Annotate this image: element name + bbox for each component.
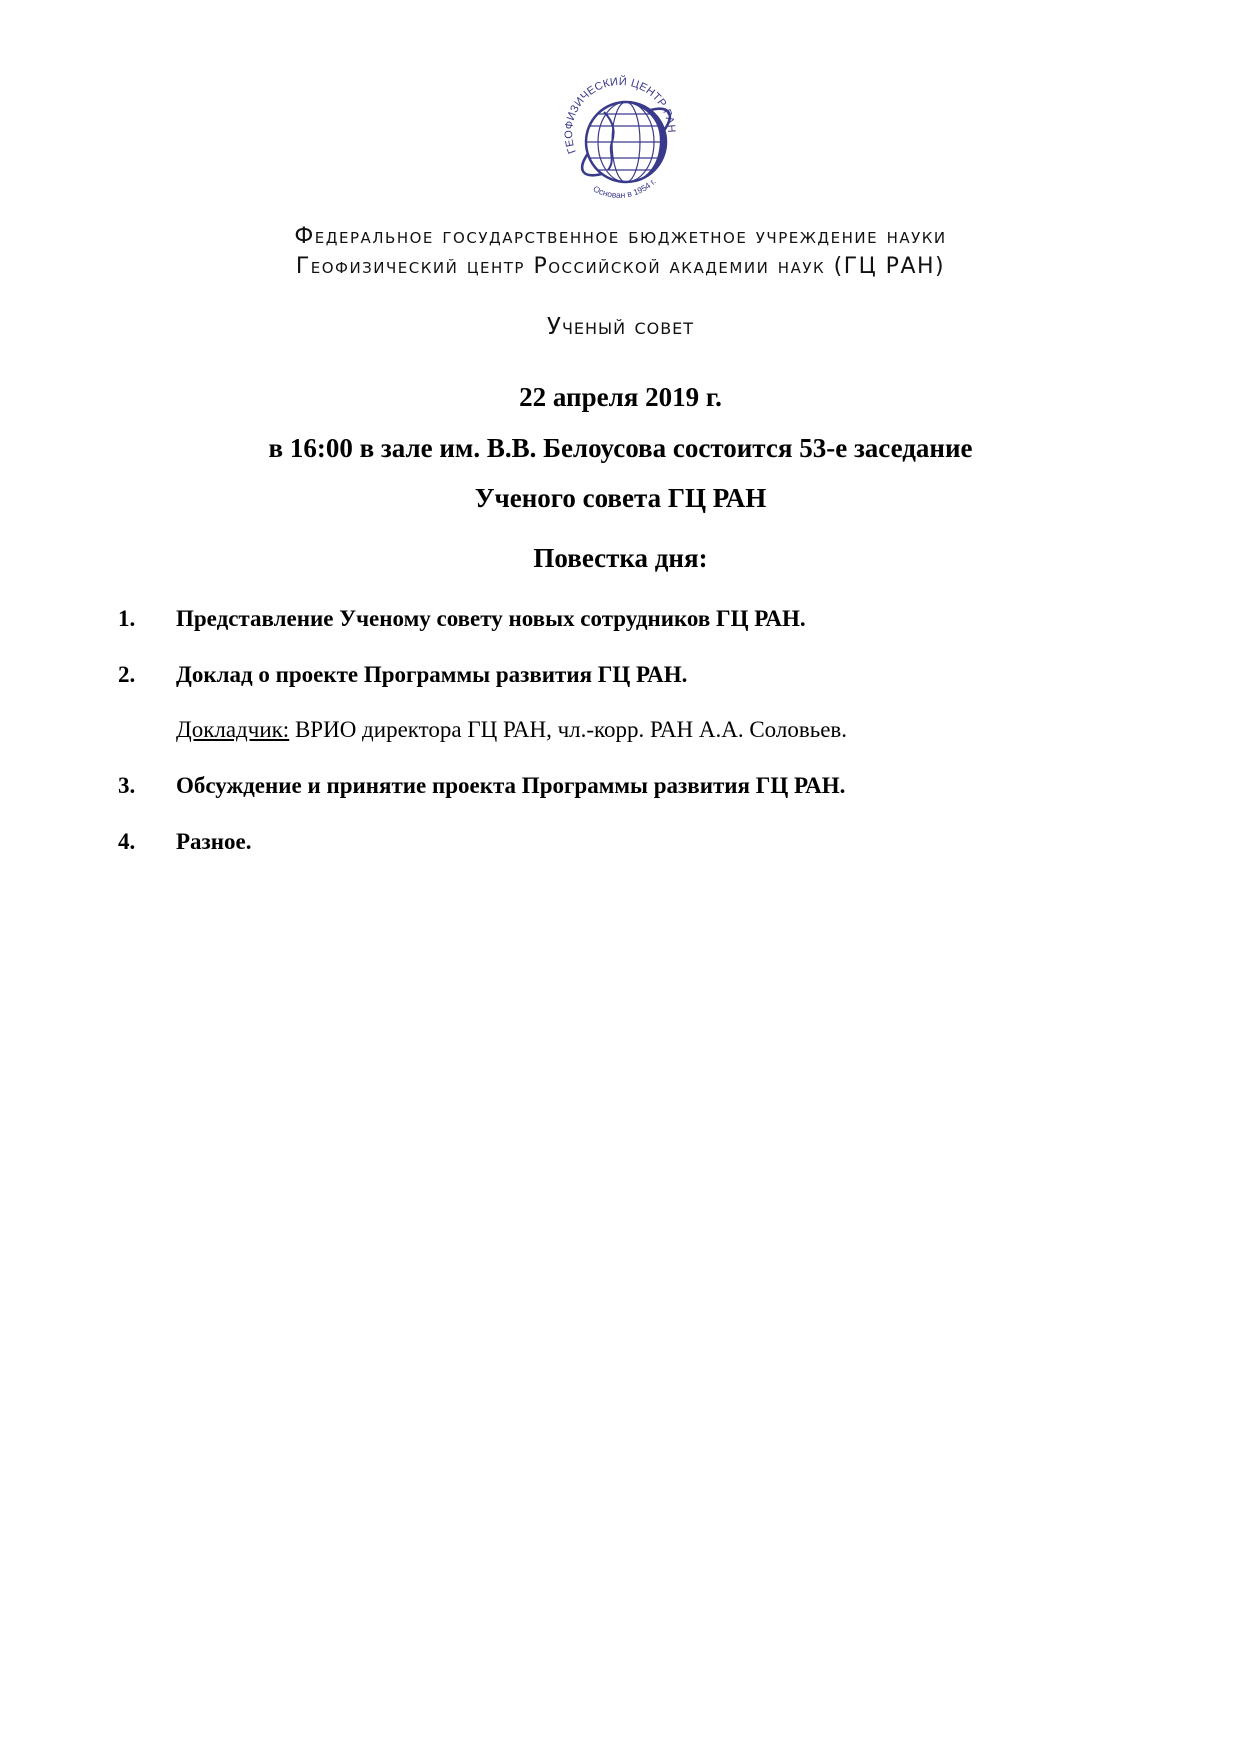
agenda-item-number: 3. <box>118 773 136 798</box>
speaker-line <box>176 717 847 743</box>
council-heading: Ученый совет <box>546 314 695 340</box>
agenda-item-number: 1. <box>118 606 136 631</box>
globe-logo-icon <box>546 60 696 210</box>
org-name-line-1: Федеральное государственное бюджетное учреждение науки <box>294 224 947 249</box>
agenda-item-text: Разное. <box>176 829 252 854</box>
agenda-item <box>118 773 845 799</box>
agenda-item-text: Обсуждение и принятие проекта Программы развития ГЦ РАН. <box>176 773 846 798</box>
speaker-text: ВРИО директора ГЦ РАН, чл.-корр. РАН А.А. Соловьев. <box>289 717 848 742</box>
speaker-label: Докладчик: <box>176 717 290 742</box>
meeting-council-name: Ученого совета ГЦ РАН <box>474 483 767 513</box>
org-name-line-2: Геофизический центр Российской академии наук (ГЦ РАН) <box>295 254 946 279</box>
agenda-item-text: Представление Ученому совету новых сотрудников ГЦ РАН. <box>176 606 806 631</box>
agenda-item <box>118 662 687 688</box>
agenda-title: Повестка дня: <box>533 543 708 573</box>
agenda-item-number: 2. <box>118 662 136 687</box>
agenda-item <box>118 606 806 632</box>
agenda-item <box>118 829 252 855</box>
logo-founded-text: Основан в 1954 г. <box>591 176 658 200</box>
logo <box>0 60 1241 210</box>
meeting-date: 22 апреля 2019 г. <box>519 382 722 412</box>
logo-arc-text: ГЕОФИЗИЧЕСКИЙ ЦЕНТР РАН <box>562 75 677 156</box>
agenda-item-number: 4. <box>118 829 136 854</box>
meeting-announcement: в 16:00 в зале им. В.В. Белоусова состоится 53-е заседание <box>268 433 973 463</box>
agenda-item-text: Доклад о проекте Программы развития ГЦ РАН. <box>176 662 688 687</box>
